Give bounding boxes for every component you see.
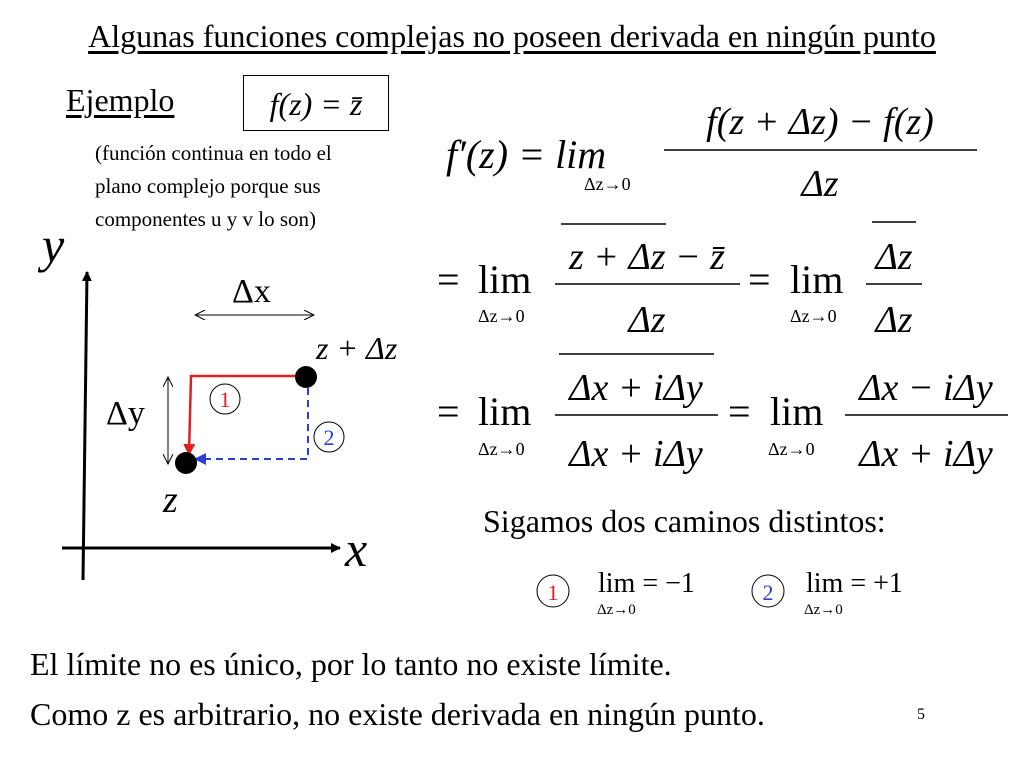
fraction-4-denominator: Δx + iΔy bbox=[569, 433, 703, 475]
result-2-sub: Δz→0 bbox=[804, 602, 843, 618]
page-number: 5 bbox=[917, 706, 925, 723]
dy-label: Δy bbox=[106, 395, 145, 432]
fraction-2-denominator: Δz bbox=[628, 299, 666, 341]
result-1-number: 1 bbox=[547, 580, 559, 605]
limit-3b: lim bbox=[770, 389, 824, 434]
fraction-4-numerator: Δx + iΔy bbox=[569, 367, 703, 409]
limit-sub-3a: Δz→0 bbox=[478, 439, 525, 459]
path-1-number: 1 bbox=[219, 387, 231, 412]
y-axis-label: y bbox=[42, 217, 65, 273]
equals-2a: = bbox=[437, 257, 460, 302]
fraction-5-numerator: Δx − iΔy bbox=[859, 367, 993, 409]
fraction-1-numerator: f(z + Δz) − f(z) bbox=[706, 101, 934, 143]
result-1-limit: lim = −1 bbox=[598, 568, 695, 599]
note-line-2: plano complejo porque sus bbox=[95, 174, 321, 198]
fraction-1-denominator: Δz bbox=[801, 163, 839, 205]
limit-2b: lim bbox=[790, 257, 844, 302]
slide-title: Algunas funciones complejas no poseen derivada en ningún punto bbox=[88, 18, 936, 54]
conclusion-line-1: El límite no es único, por lo tanto no existe límite. bbox=[30, 646, 672, 682]
limit-sub-3b: Δz→0 bbox=[768, 439, 815, 459]
limit-sub-2b: Δz→0 bbox=[790, 306, 837, 326]
equals-2b: = bbox=[748, 257, 771, 302]
fraction-3-denominator: Δz bbox=[875, 299, 913, 341]
limit-3a: lim bbox=[478, 389, 532, 434]
result-2-limit: lim = +1 bbox=[806, 568, 903, 599]
x-axis-label: x bbox=[345, 521, 368, 577]
fraction-3-numerator: Δz bbox=[875, 236, 913, 278]
point-z-label: z bbox=[163, 479, 178, 521]
point-z-plus-dz-label: z + Δz bbox=[316, 330, 398, 366]
dx-label: Δx bbox=[232, 273, 271, 310]
equals-3b: = bbox=[728, 389, 751, 434]
fraction-5-denominator: Δx + iΔy bbox=[859, 433, 993, 475]
paths-intro: Sigamos dos caminos distintos: bbox=[483, 503, 886, 539]
function-definition: f(z) = z̄ bbox=[269, 86, 363, 122]
derivative-lhs: f′(z) = lim bbox=[446, 132, 607, 177]
path-2-number: 2 bbox=[323, 425, 335, 450]
note-line-3: componentes u y v lo son) bbox=[95, 207, 317, 231]
conclusion-line-2: Como z es arbitrario, no existe derivada en ningún punto. bbox=[30, 696, 765, 732]
limit-sub-2a: Δz→0 bbox=[478, 306, 525, 326]
note-line-1: (función continua en todo el bbox=[95, 141, 332, 165]
limit-sub-1: Δz→0 bbox=[584, 174, 631, 194]
equals-3a: = bbox=[437, 389, 460, 434]
example-label: Ejemplo bbox=[66, 82, 175, 118]
result-2-number: 2 bbox=[762, 580, 774, 605]
fraction-2-numerator: z + Δz − z̄ bbox=[569, 236, 725, 278]
limit-2a: lim bbox=[478, 257, 532, 302]
result-1-sub: Δz→0 bbox=[597, 602, 636, 618]
